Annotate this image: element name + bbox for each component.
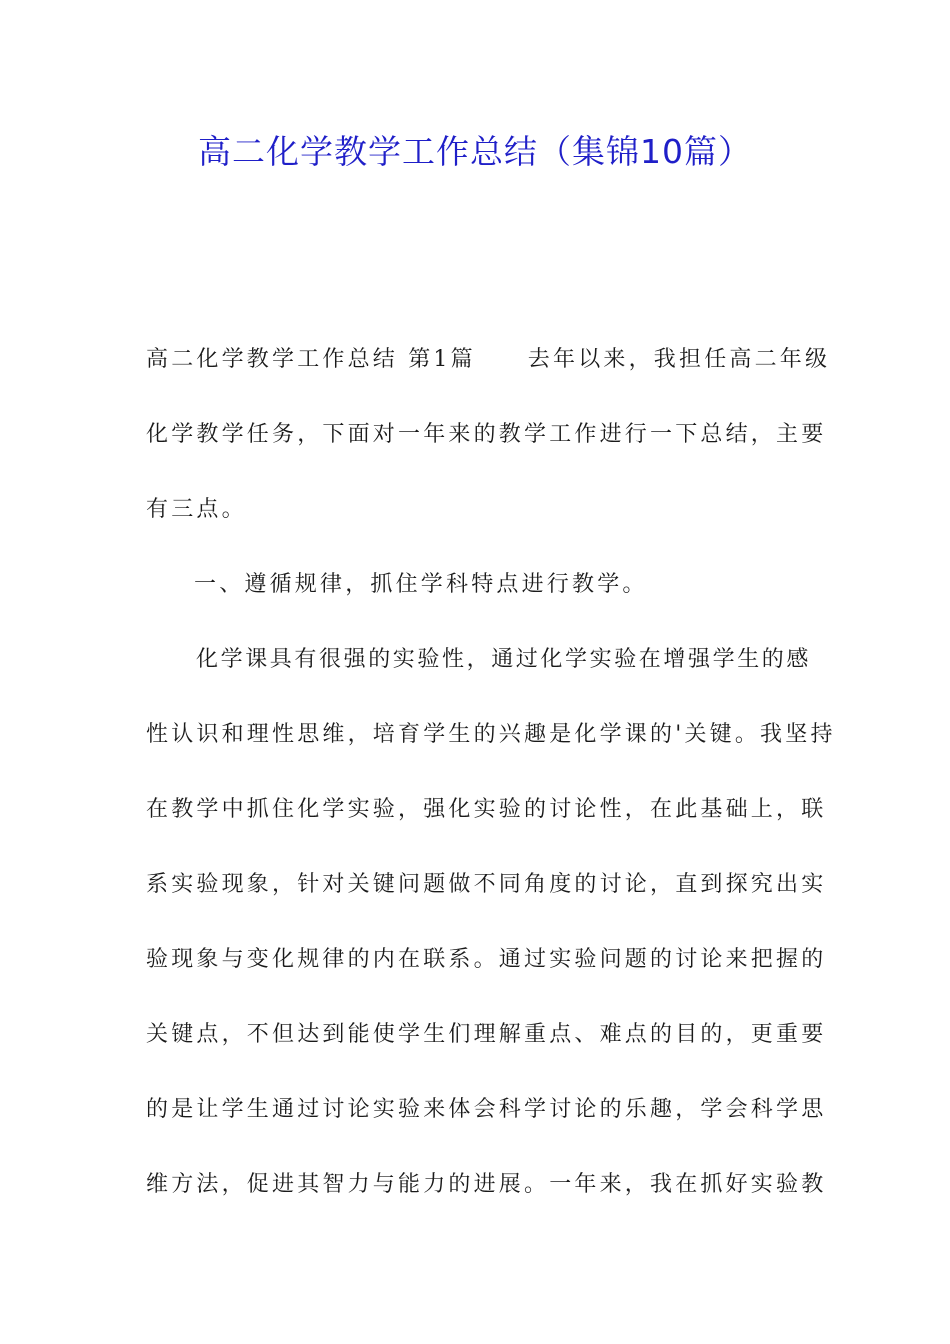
text-line-7: 在教学中抓住化学实验，强化实验的讨论性，在此基础上，联: [146, 797, 827, 822]
section-heading: 高二化学教学工作总结 第1篇: [146, 347, 476, 372]
paragraph-opening: 去年以来，我担任高二年级: [527, 347, 831, 372]
text-line-6: 性认识和理性思维，培育学生的兴趣是化学课的'关键。我坚持: [146, 722, 836, 747]
text-line-8: 系实验现象，针对关键问题做不同角度的讨论，直到探究出实: [146, 872, 827, 897]
text-line-12: 维方法，促进其智力与能力的进展。一年来，我在抓好实验教: [146, 1172, 827, 1197]
text-line-3: 有三点。: [146, 497, 247, 522]
page-title: 高二化学教学工作总结（集锦10篇）: [198, 132, 752, 171]
text-line-11: 的是让学生通过讨论实验来体会科学讨论的乐趣，学会科学思: [146, 1097, 827, 1122]
text-line-1: [146, 343, 831, 377]
subheading-1: 一、遵循规律，抓住学科特点进行教学。: [194, 572, 648, 597]
text-line-2: 化学教学任务，下面对一年来的教学工作进行一下总结，主要: [146, 422, 827, 447]
text-line-10: 关键点，不但达到能使学生们理解重点、难点的目的，更重要: [146, 1022, 827, 1047]
text-line-5: 化学课具有很强的实验性，通过化学实验在增强学生的感: [196, 647, 812, 672]
text-line-9: 验现象与变化规律的内在联系。通过实验问题的讨论来把握的: [146, 947, 827, 972]
